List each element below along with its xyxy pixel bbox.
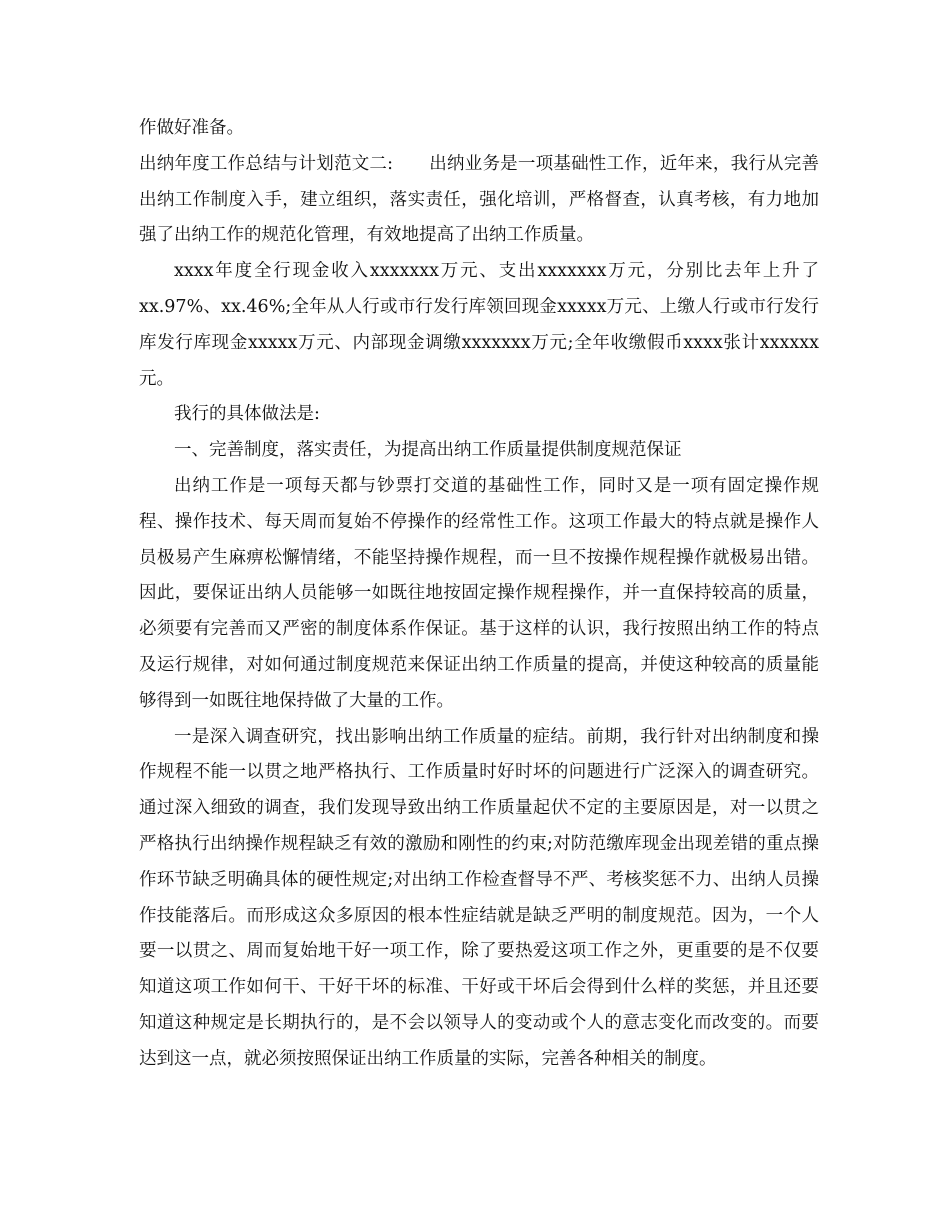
- paragraph-statistics: xxxx年度全行现金收入xxxxxxx万元、支出xxxxxxx万元，分别比去年上升了xx.97%、xx.46%;全年从人行或市行发行库领回现金xxxxx万元、上缴人行或市行发行库发行库现金xxxxx万元、内部现金调缴xxxxxxx万元;全年收缴假币xxxx张计xxxxxx元。: [139, 261, 819, 389]
- section-intro-text: 出纳业务是一项基础性工作，近年来，我行从完善出纳工作制度入手，建立组织，落实责任，强化培训，严格督查，认真考核，有力地加强了出纳工作的规范化管理，有效地提高了出纳工作质量。: [139, 153, 819, 246]
- paragraph-method-intro: 我行的具体做法是:: [174, 404, 320, 425]
- paragraph-subheading: 一、完善制度，落实责任，为提高出纳工作质量提供制度规范保证: [174, 440, 682, 461]
- paragraph-continuation: 作做好准备。: [139, 118, 244, 138]
- paragraph-section-intro: [139, 147, 819, 254]
- paragraph-body: 一是深入调查研究，找出影响出纳工作质量的症结。前期，我行针对出纳制度和操作规程不能一以贯之地严格执行、工作质量时好时坏的问题进行广泛深入的调查研究。通过深入细致的调查，我们发现导致出纳工作质量起伏不定的主要原因是，对一以贯之严格执行出纳操作规程缺乏有效的激励和刚性的约束;对防范缴库现金出现差错的重点操作环节缺乏明确具体的硬性规定;对出纳工作检查督导不严、考核奖惩不力、出纳人员操作技能落后。而形成这众多原因的根本性症结就是缺乏严明的制度规范。因为，一个人要一以贯之、周而复始地干好一项工作，除了要热爱这项工作之外，更重要的是不仅要知道这项工作如何干、干好干坏的标准、干好或干坏后会得到什么样的奖惩，并且还要知道这种规定是长期执行的，是不会以领导人的变动或个人的意志变化而改变的。而要达到这一点，就必须按照保证出纳工作质量的实际，完善各种相关的制度。: [139, 726, 819, 1069]
- paragraph-body: 出纳工作是一项每天都与钞票打交道的基础性工作，同时又是一项有固定操作规程、操作技术、每天周而复始不停操作的经常性工作。这项工作最大的特点就是操作人员极易产生麻痹松懈情绪，不能坚持操作规程，而一旦不按操作规程操作就极易出错。因此，要保证出纳人员能够一如既往地按固定操作规程操作，并一直保持较高的质量，必须要有完善而又严密的制度体系作保证。基于这样的认识，我行按照出纳工作的特点及运行规律，对如何通过制度规范来保证出纳工作质量的提高，并使这种较高的质量能够得到一如既往地保持做了大量的工作。: [139, 475, 819, 711]
- section-heading: 出纳年度工作总结与计划范文二:: [139, 153, 394, 174]
- document-body: [139, 111, 819, 1078]
